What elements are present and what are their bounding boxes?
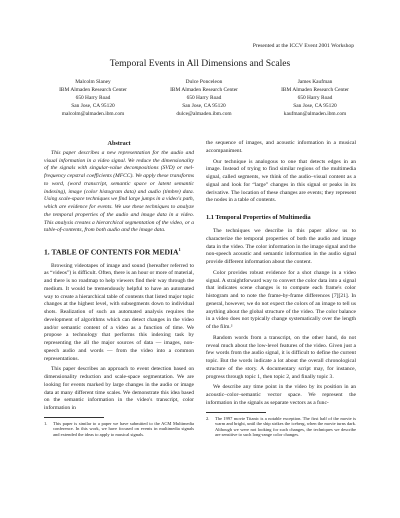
author-email: kaufman@almaden.ibm.com [283,111,347,118]
footnote-text: The 1997 movie Titanic is a notable exception. The first half of the movie is warm and bright, until the ship strikes the iceberg, when the movie turns dark. Although we were not looking for such changes, the techniques we describe are sensitive to such long-range color changes. [215,415,356,438]
paragraph: We describe any time point in the video by its position in an acoustic–color–semantic vector space. We represent the information in the signals as separate vectors as a func- [206,384,356,406]
author-block [44,78,364,120]
author-org: IBM Almaden Research Center [281,87,349,94]
author-email: malcolm@almaden.ibm.com [61,111,125,118]
author-name: James Kaufman [297,79,333,85]
paragraph: the sequence of images, and acoustic information in a musical accompaniment. [206,140,356,154]
author-org: IBM Almaden Research Center [170,87,238,94]
footnote-marker: 1 [178,247,181,252]
abstract-text: This paper describes a new representation for the audio and visual information in a video signal. We reduce the dimensionality of the signals with singular-value decompositions (SVD) or mel-frequency cepstral coefficients (MFCC). We apply these transforms to word, (word transcript, semantic space or latent semantic indexing), image (color histogram data) and audio (timbre) data. Using scale-space techniques we find large jumps in a video's path, which are evidence for events. We use these techniques to analyze the temporal properties of the audio and image data in a video. This analysis creates a hierarchical segmentation of the video, or a table-of-contents, from both audio and the image data. [44,149,194,234]
workshop-header: Presented at the ICCV Event 2001 Workshop [252,43,354,49]
author-email: dulce@almaden.ibm.com [176,111,232,118]
paragraph: The techniques we describe in this paper allow us to characterize the temporal properties of both the audio and image data in the video. The color information in the image signal and the non-speech acoustic and semantic information in the audio signal provide different information about the content. [206,228,356,265]
author-city: San Jose, CA 95120 [71,103,115,110]
author-1 [44,78,142,118]
right-column [206,140,356,438]
footnote-1 [44,421,194,438]
subsection-heading: 1.1 Temporal Properties of Multimedia [206,214,311,221]
abstract-heading: Abstract [107,140,131,147]
section-heading-text: 1. TABLE OF CONTENTS FOR MEDIA [44,247,179,257]
paragraph: Our technique is analogous to one that detects edges in an image. Instead of trying to find similar regions of the multimedia signal, called segments, we think of the audio–visual content as a signal and look for “large” changes in this signal or peaks in its derivative. The location of these changes are events; they represent the nodes in a table of contents. [206,158,356,204]
footnote-rule [206,412,266,413]
paragraph: This paper describes an approach to event detection based on dimensionality reduction and scale-space segmentation. We are looking for events marked by large changes in the audio or image data at many different time scales. We demonstrate this idea based on the semantic information in the video's transcript, color information in [44,366,194,412]
footnote-2 [206,416,356,438]
section-heading [44,245,194,257]
paper-title: Temporal Events in All Dimensions and Scales [109,58,291,69]
author-street: 650 Harry Road [297,95,333,102]
subsection-body [206,228,356,408]
footnote-number: 2. [206,415,210,421]
paragraph: Browsing videotapes of image and sound (hereafter referred to as “videos”) is difficult. Often, there is an hour or more of material, and there is no roadmap to help viewers find their way through the medium. It would be tremendously helpful to have an automated way to create a hierarchical table of contents that listed major topic changes at the highest level, with subsegments down to individual shots. Realization of such an automated analysis requires the development of algorithms which can detect changes in the video and/or semantic content of a video as a function of time. We propose a technology that performs this indexing task by representing the all the major sources of data — images, non-speech audio and words — from the video into a common representations. [44,262,194,362]
author-name: Malcolm Slaney [75,79,111,85]
footnote-number: 1. [44,420,48,426]
left-column [44,140,194,438]
author-street: 650 Harry Road [75,95,111,102]
footnote-rule [44,417,104,418]
author-2 [155,78,253,118]
author-org: IBM Almaden Research Center [59,87,127,94]
paragraph: Random words from a transcript, on the other hand, do not reveal much about the low-level features of the video. Given just a few words from the audio signal, it is difficult to define the current topic. But the words indicate a lot about the overall chronological structure of the story. A documentary script may, for instance, progress through topic 1, then topic 2, and finally topic 3. [206,334,356,380]
author-city: San Jose, CA 95120 [182,103,226,110]
paragraph: Color provides robust evidence for a shot change in a video signal. A straightforward way to convert the color data into a signal that indicates scene changes is to compute each frame's color histogram and to note the frame-by-frame differences [7][21]. In general, however, we do not expect the colors of an image to tell us anything about the global structure of the video. The color balance in a video does not typically change systematically over the length of the film.² [206,269,356,330]
author-street: 650 Harry Road [186,95,222,102]
author-name: Dulce Ponceleon [185,79,223,85]
intro-continued [206,140,356,205]
author-city: San Jose, CA 95120 [293,103,337,110]
author-3 [266,78,364,118]
footnote-text: This paper is similar to a paper we have submitted to the ACM Multimedia conference. In this work, we have focused on events in multimedia signals and extended the ideas to apply to musical signals. [53,420,194,437]
abstract [44,150,194,235]
section-body [44,263,194,413]
